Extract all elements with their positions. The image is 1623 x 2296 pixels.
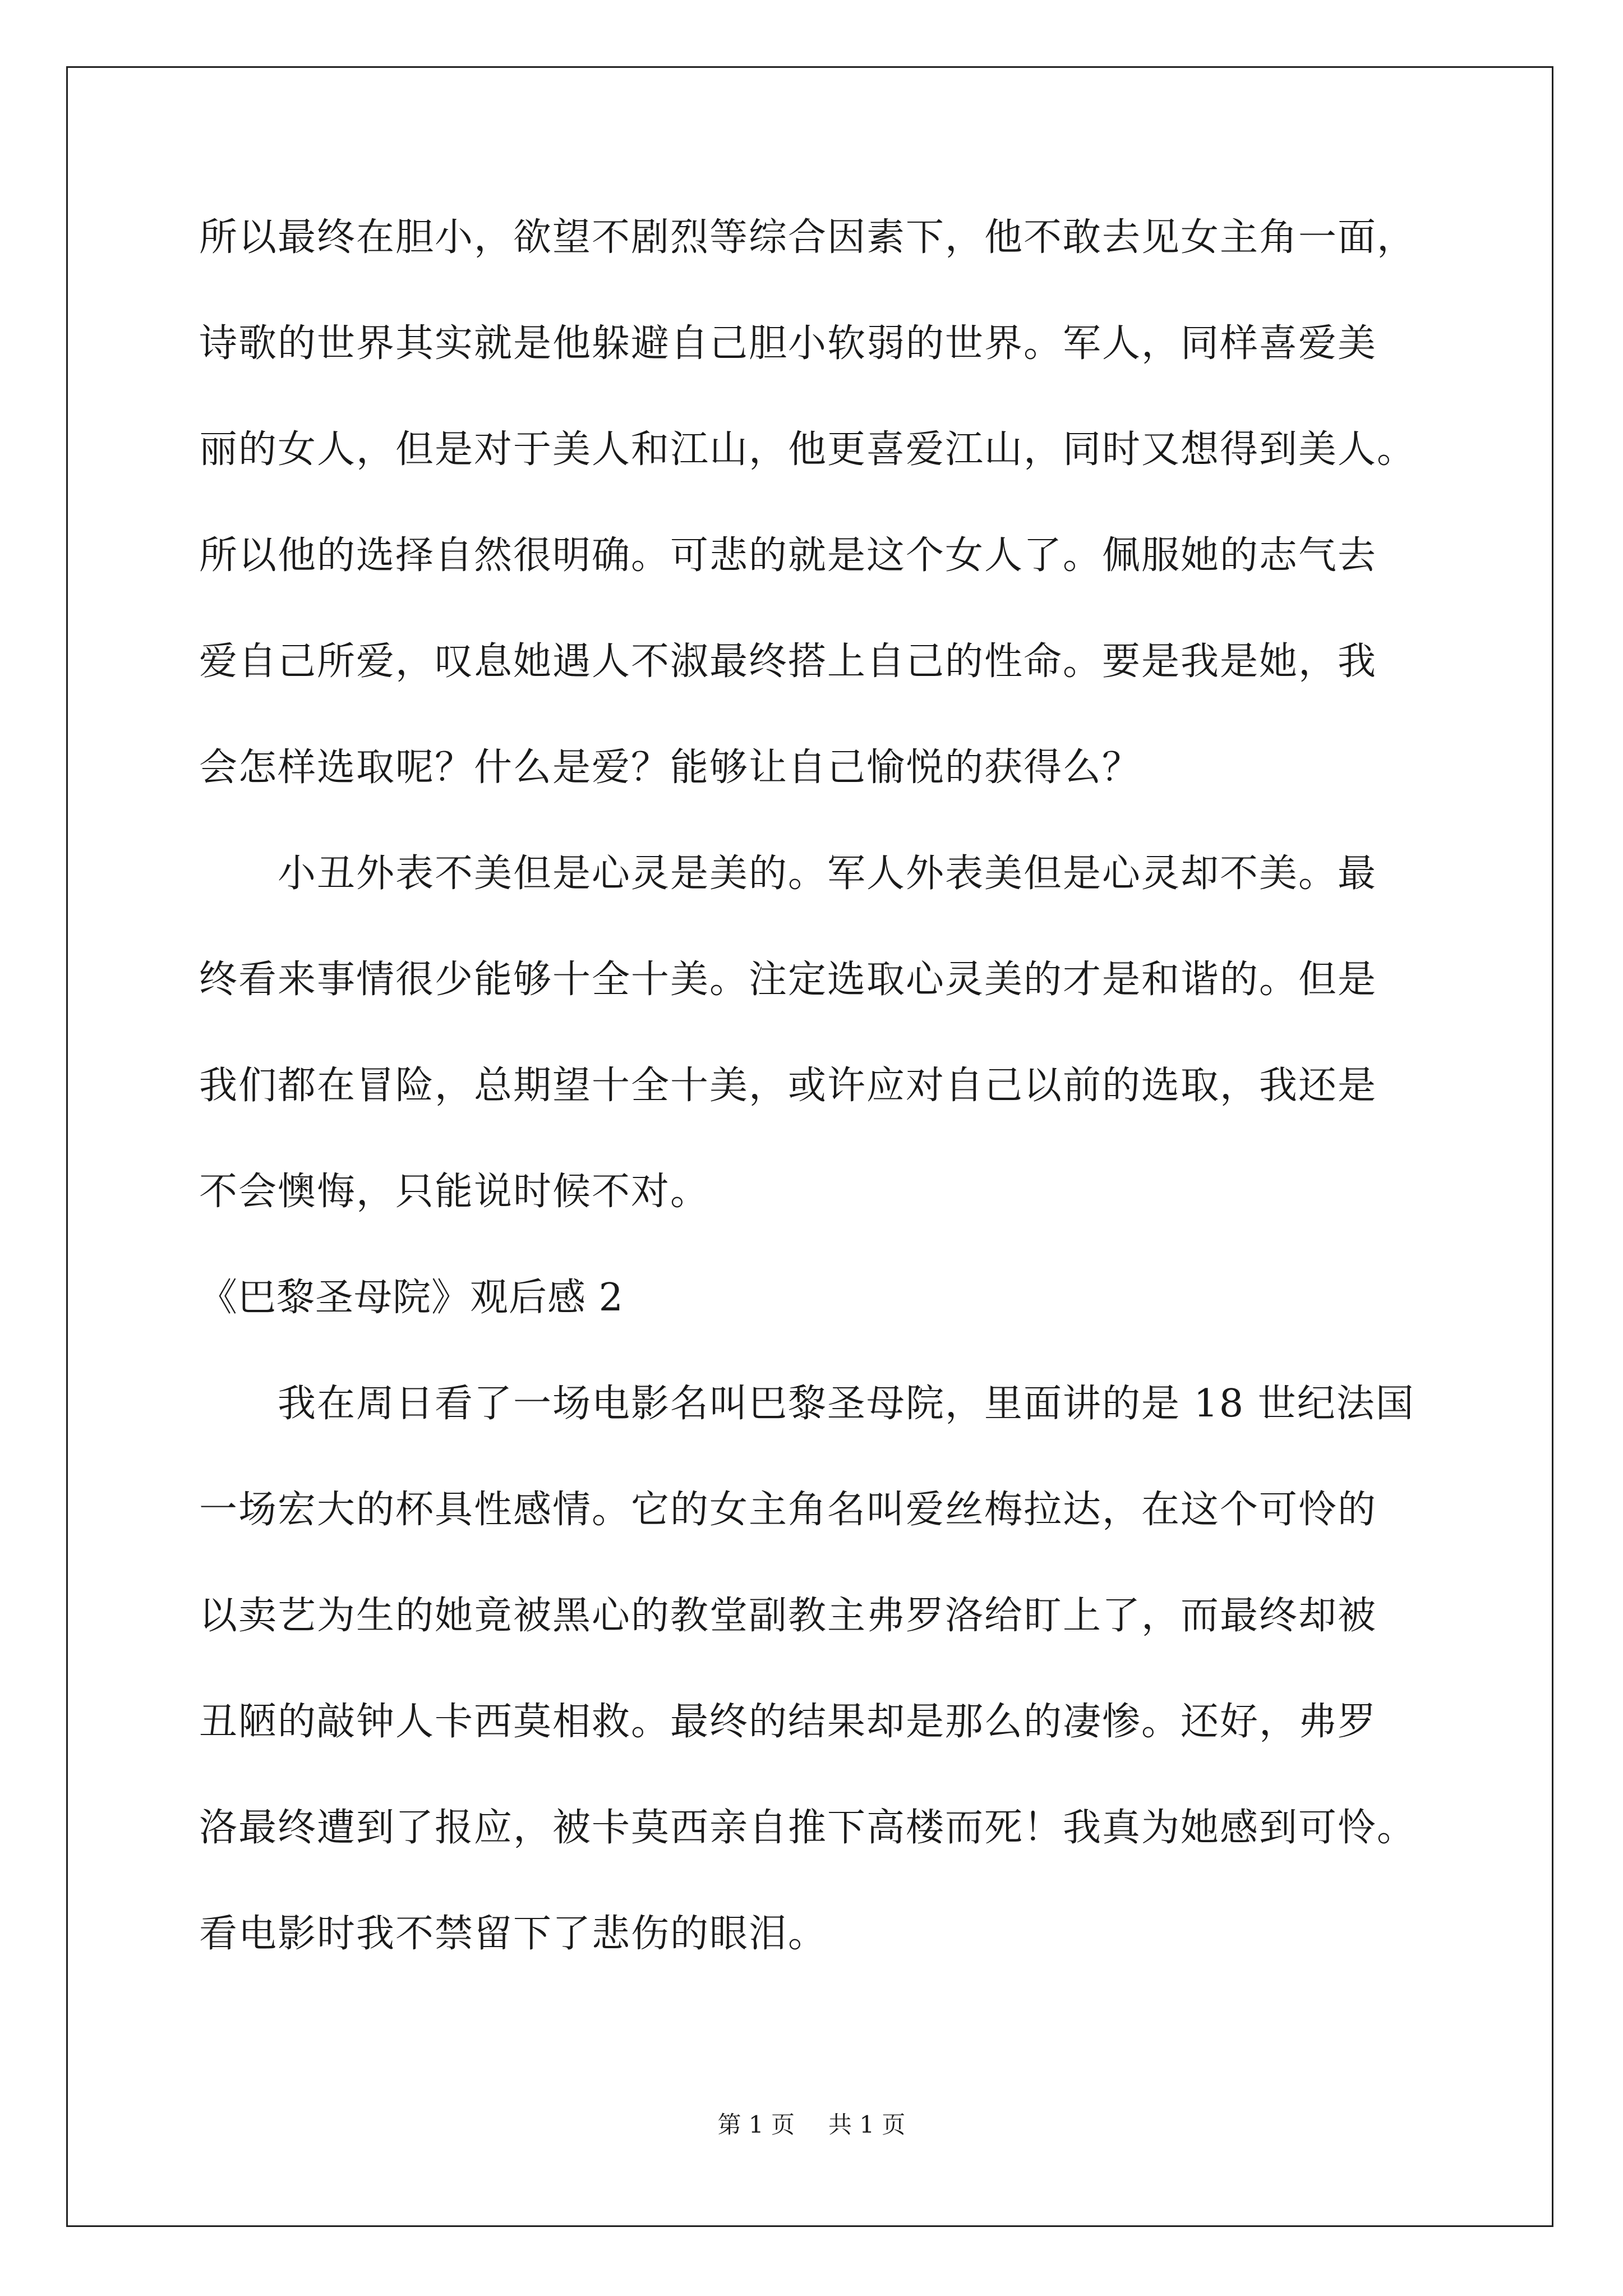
text-line-5: 爱自己所爱，叹息她遇人不淑最终搭上自己的性命。要是我是她，我 (199, 639, 1377, 684)
text-line-15: 丑陋的敲钟人卡西莫相救。最终的结果却是那么的凄惨。还好，弗罗 (199, 1700, 1377, 1744)
section-heading: 《巴黎圣母院》观后感 2 (199, 1276, 624, 1320)
page-footer (0, 2113, 1623, 2137)
page-total: 共 1 页 (828, 2111, 906, 2138)
text-line-10: 不会懊悔，只能说时候不对。 (199, 1170, 710, 1214)
text-line-6: 会怎样选取呢？什么是爱？能够让自己愉悦的获得么？ (199, 746, 1142, 790)
text-line-14: 以卖艺为生的她竟被黑心的教堂副教主弗罗洛给盯上了，而最终却被 (199, 1594, 1377, 1638)
text-line-3: 丽的女人，但是对于美人和江山，他更喜爱江山，同时又想得到美人。 (199, 427, 1417, 472)
text-line-8: 终看来事情很少能够十全十美。注定选取心灵美的才是和谐的。但是 (199, 958, 1377, 1002)
text-line-7: 小丑外表不美但是心灵是美的。军人外表美但是心灵却不美。最 (278, 852, 1377, 896)
text-line-2: 诗歌的世界其实就是他躲避自己胆小软弱的世界。军人，同样喜爱美 (199, 321, 1377, 366)
text-line-9: 我们都在冒险，总期望十全十美，或许应对自己以前的选取，我还是 (199, 1064, 1377, 1108)
text-line-17: 看电影时我不禁留下了悲伤的眼泪。 (199, 1912, 828, 1956)
text-line-4: 所以他的选择自然很明确。可悲的就是这个女人了。佩服她的志气去 (199, 533, 1377, 578)
text-line-1: 所以最终在胆小，欲望不剧烈等综合因素下，他不敢去见女主角一面， (199, 215, 1417, 260)
text-line-12: 我在周日看了一场电影名叫巴黎圣母院，里面讲的是 18 世纪法国 (278, 1382, 1415, 1426)
page-number: 第 1 页 (717, 2111, 795, 2138)
document-body (199, 215, 1433, 2021)
text-line-13: 一场宏大的杯具性感情。它的女主角名叫爱丝梅拉达，在这个可怜的 (199, 1488, 1377, 1532)
text-line-16: 洛最终遭到了报应，被卡莫西亲自推下高楼而死！我真为她感到可怜。 (199, 1806, 1417, 1850)
